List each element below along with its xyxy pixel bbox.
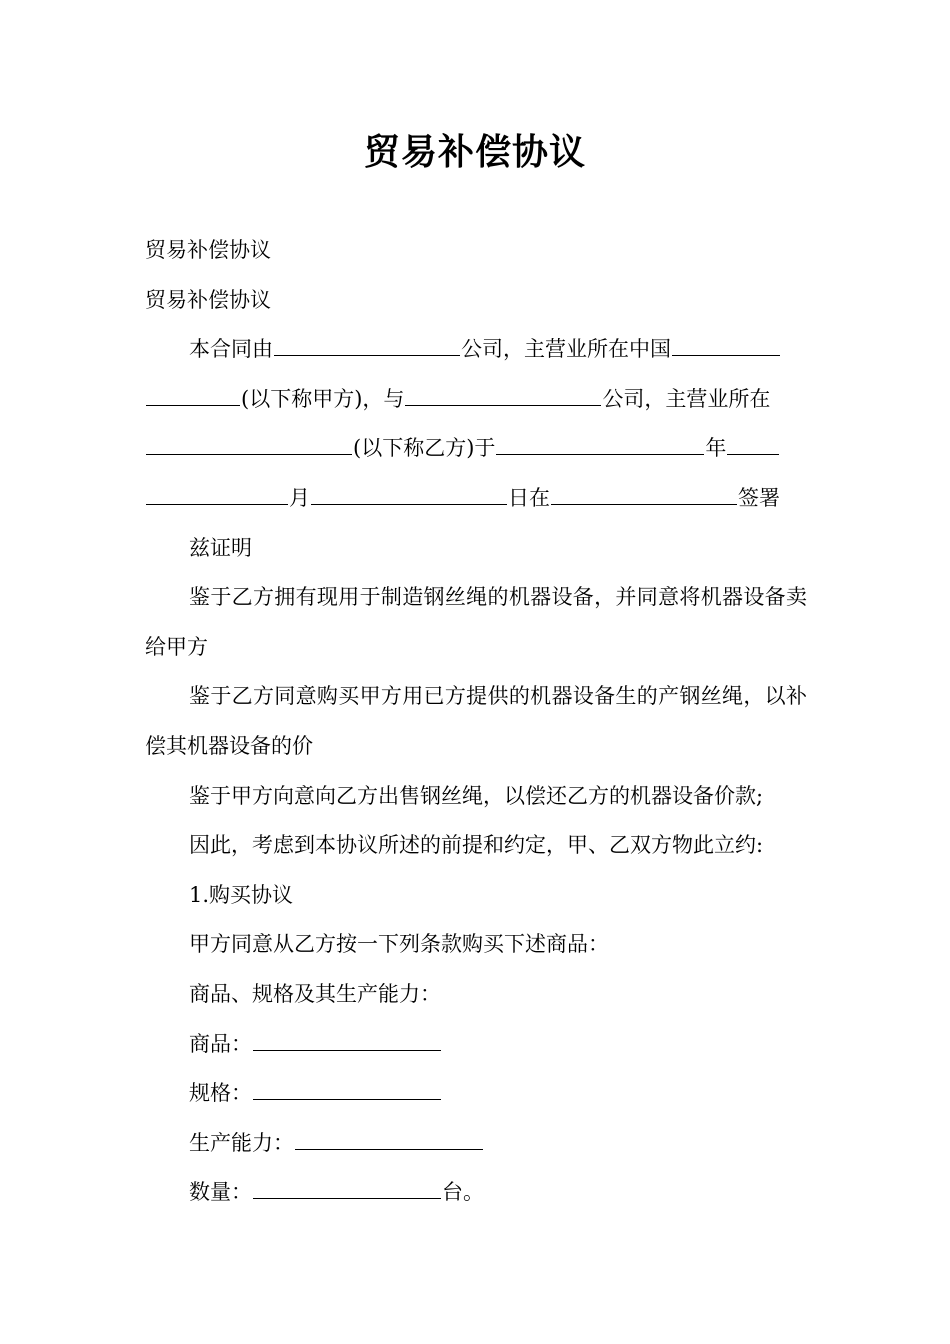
intro-text: 年	[705, 436, 727, 461]
field-label: 生产能力：	[189, 1130, 294, 1155]
intro-line-1	[145, 325, 807, 375]
intro-text: 日在	[508, 485, 550, 510]
goods-field	[145, 1020, 807, 1070]
blank-company-a	[274, 354, 460, 356]
spec-field	[145, 1069, 807, 1119]
blank-month-a	[727, 453, 779, 455]
subtitle-line: 贸易补偿协议	[145, 287, 271, 312]
section-text: 甲方同意从乙方按一下列条款购买下述商品：	[189, 932, 609, 957]
blank-month-b	[146, 503, 288, 505]
blank-address-a-cont	[146, 404, 240, 406]
field-label: 规格：	[189, 1081, 252, 1106]
blank-company-b	[405, 404, 601, 406]
blank-capacity	[295, 1148, 483, 1150]
blank-year	[496, 453, 704, 455]
field-unit: 台。	[442, 1180, 484, 1205]
intro-text: 公司，主营业所在中国	[461, 337, 671, 362]
therefore-paragraph: 因此，考虑到本协议所述的前提和约定，甲、乙双方物此立约:	[189, 833, 764, 858]
whereas-paragraph: 鉴于乙方拥有现用于制造钢丝绳的机器设备，并同意将机器设备卖给甲方	[145, 585, 807, 659]
field-label: 商品：	[189, 1031, 252, 1056]
blank-place	[551, 503, 737, 505]
intro-text: 公司，主营业所在	[602, 386, 771, 411]
blank-spec	[253, 1098, 441, 1100]
goods-heading: 商品、规格及其生产能力：	[189, 981, 441, 1006]
intro-text: 签署	[738, 485, 780, 510]
intro-text: 月	[289, 485, 310, 510]
whereas-paragraph: 鉴于乙方同意购买甲方用已方提供的机器设备生的产钢丝绳，以补偿其机器设备的价	[145, 684, 807, 758]
blank-address-b	[146, 453, 352, 455]
quantity-field	[145, 1168, 807, 1218]
intro-line-4	[145, 474, 807, 524]
intro-line-3	[145, 424, 807, 474]
document-title: 贸易补偿协议	[363, 132, 586, 173]
intro-line-2	[145, 375, 807, 425]
whereas-paragraph: 鉴于甲方向意向乙方出售钢丝绳，以偿还乙方的机器设备价款;	[189, 783, 764, 808]
subtitle-line: 贸易补偿协议	[145, 238, 271, 262]
intro-text: 本合同由	[189, 337, 273, 362]
document-body	[145, 226, 807, 1218]
section-title: 1.购买协议	[189, 882, 294, 907]
intro-text: (以下称甲方)，与	[241, 386, 405, 411]
witness-line: 兹证明	[189, 535, 252, 560]
capacity-field	[145, 1119, 807, 1169]
field-label: 数量：	[189, 1180, 252, 1205]
intro-paragraph	[145, 325, 807, 523]
blank-address-a	[672, 354, 780, 356]
intro-text: (以下称乙方)于	[353, 436, 496, 461]
blank-quantity	[253, 1197, 441, 1199]
blank-day	[311, 503, 507, 505]
blank-goods	[253, 1049, 441, 1051]
